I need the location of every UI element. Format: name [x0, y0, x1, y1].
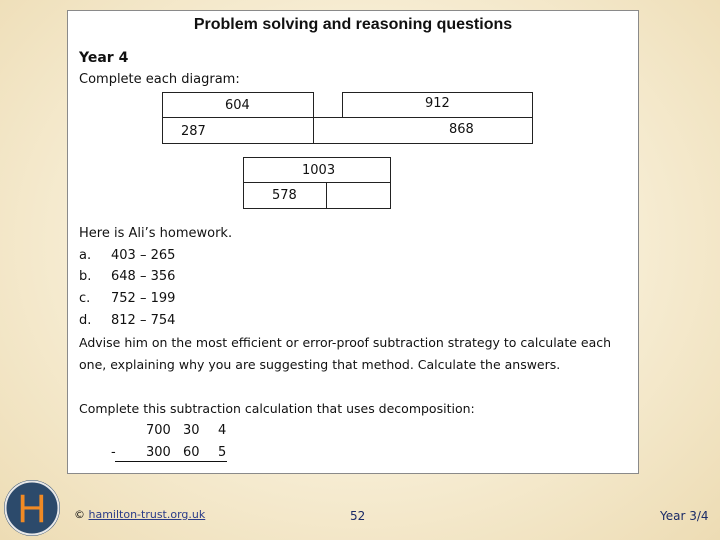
diagram1-bottom-whole-value: 868 [449, 122, 474, 137]
decomposition-prompt: Complete this subtraction calculation that uses decomposition: [79, 401, 475, 416]
decomposition-row1-ones: 4 [218, 423, 227, 438]
homework-item-label-a: a. [79, 248, 92, 263]
decomposition-row1-hundreds: 700 [146, 423, 171, 438]
year-heading: Year 4 [79, 50, 129, 66]
decomposition-underline [115, 461, 227, 462]
homework-item-label-b: b. [79, 269, 92, 284]
diagram1-whole-value: 912 [425, 96, 450, 111]
hamilton-trust-link[interactable]: hamilton-trust.org.uk [88, 508, 206, 521]
homework-advice-line-2: one, explaining why you are suggesting that method. Calculate the answers. [79, 357, 561, 372]
homework-intro: Here is Ali’s homework. [79, 226, 233, 241]
diagram2-missing-cell[interactable] [326, 182, 391, 209]
homework-item-label-d: d. [79, 313, 92, 328]
decomposition-minus-sign: - [111, 445, 116, 460]
homework-item-label-c: c. [79, 291, 91, 306]
hamilton-logo [4, 480, 60, 536]
homework-item-d: 812 – 754 [111, 313, 176, 328]
decomposition-row2-tens: 60 [183, 445, 200, 460]
homework-item-a: 403 – 265 [111, 248, 176, 263]
page-title: Problem solving and reasoning questions [193, 16, 513, 33]
diagram1-bottom-whole-cell [313, 117, 533, 144]
diagram1-top-part-value: 604 [225, 98, 250, 113]
decomposition-row2-hundreds: 300 [146, 445, 171, 460]
diagram1-whole-cell [342, 92, 533, 118]
decomposition-row1-tens: 30 [183, 423, 200, 438]
diagram1-bottom-part-cell [162, 117, 314, 144]
copyright-notice [74, 508, 205, 521]
diagram2-whole-value: 1003 [302, 163, 336, 178]
copyright-symbol: © [74, 508, 85, 521]
diagram2-part-value: 578 [272, 188, 297, 203]
diagram2-whole-cell [243, 157, 391, 183]
page-number: 52 [350, 509, 366, 523]
homework-item-b: 648 – 356 [111, 269, 176, 284]
homework-item-c: 752 – 199 [111, 291, 176, 306]
svg-text:H: H [17, 487, 47, 531]
diagram-instruction: Complete each diagram: [79, 72, 240, 87]
hamilton-h-icon [4, 480, 60, 536]
diagram1-top-left-cell[interactable] [162, 92, 314, 118]
homework-advice-line-1: Advise him on the most efficient or error-proof subtraction strategy to calculate each [79, 335, 612, 350]
diagram1-bottom-part-value: 287 [181, 124, 206, 139]
year-label: Year 3/4 [660, 509, 709, 523]
diagram2-part-cell [243, 182, 327, 209]
decomposition-row2-ones: 5 [218, 445, 227, 460]
